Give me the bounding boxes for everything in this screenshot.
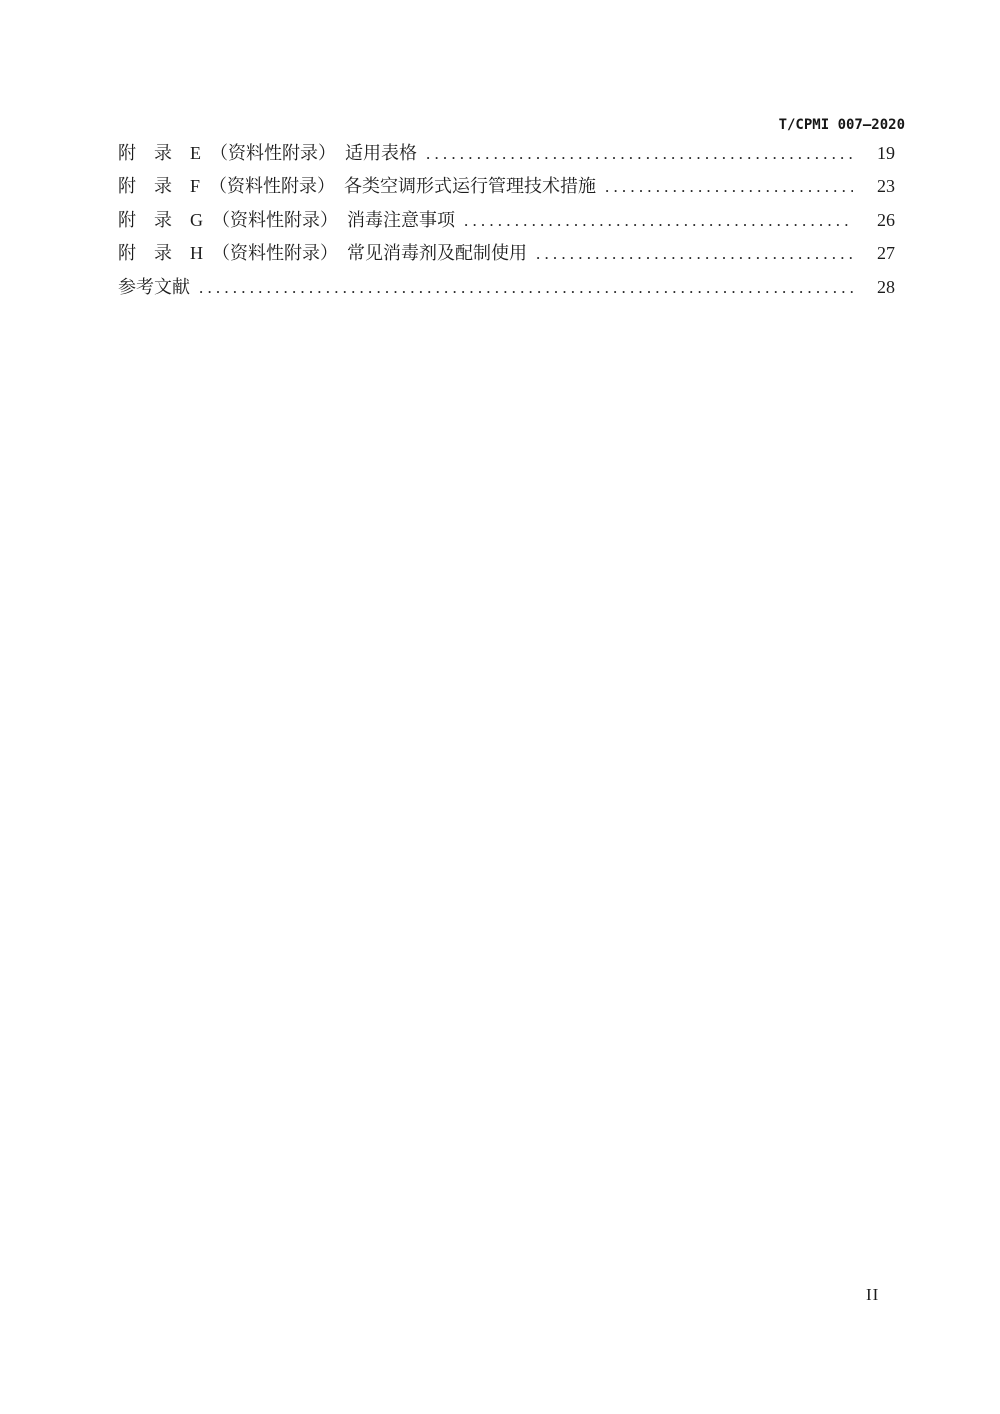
toc-entry <box>118 170 895 203</box>
toc-entry-label: 附 录 H （资料性附录） 常见消毒剂及配制使用 <box>118 243 527 264</box>
document-code: T/CPMI 007—2020 <box>778 117 905 133</box>
toc-leader-dots <box>426 137 853 170</box>
toc-entry <box>118 137 895 170</box>
footer-page-number: II <box>866 1285 880 1304</box>
toc-entry-label: 附 录 F （资料性附录） 各类空调形式运行管理技术措施 <box>118 176 597 197</box>
toc-page-number: 26 <box>877 209 895 230</box>
toc-leader-dots <box>464 204 853 237</box>
toc-entry-label: 附 录 E （资料性附录） 适用表格 <box>118 143 417 163</box>
toc-page-number: 19 <box>877 143 895 163</box>
toc-page-number: 27 <box>877 243 895 264</box>
toc-leader-dots <box>536 237 853 270</box>
toc-leader-dots <box>605 170 853 203</box>
toc-entry <box>118 237 895 270</box>
toc-page-number: 23 <box>877 176 895 197</box>
table-of-contents <box>118 137 895 304</box>
toc-entry <box>118 271 895 304</box>
toc-entry-label: 参考文献 <box>118 276 190 297</box>
toc-entry-label: 附 录 G （资料性附录） 消毒注意事项 <box>118 209 455 230</box>
toc-entry <box>118 204 895 237</box>
toc-page-number: 28 <box>877 276 895 297</box>
toc-leader-dots <box>199 271 853 304</box>
